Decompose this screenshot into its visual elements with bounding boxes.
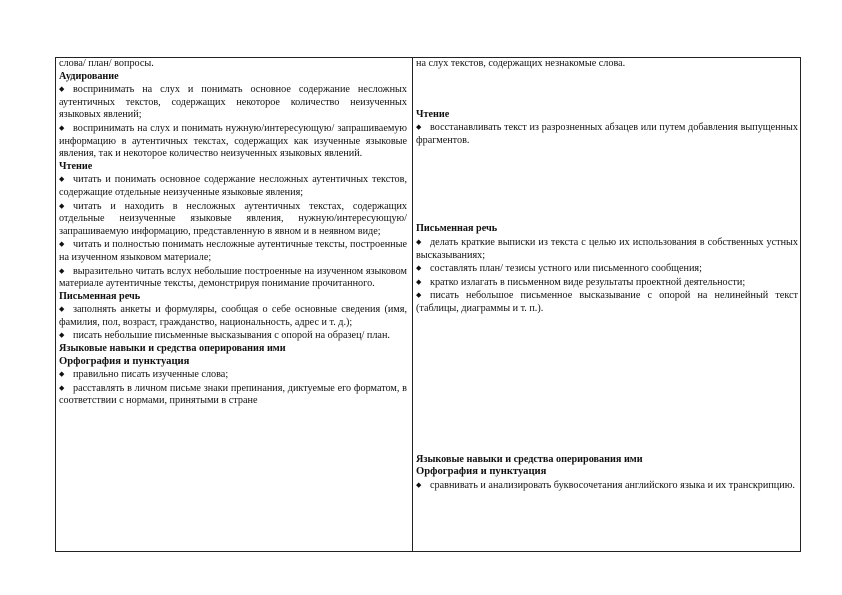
list-item: ◆ заполнять анкеты и формуляры, сообщая о себе основные сведения (имя, фамилия, пол, возраст, гражданство, национальность, адрес и т. д.);	[59, 304, 407, 328]
spacer	[416, 147, 798, 223]
list-item: ◆ делать краткие выписки из текста с целью их использования в собственных устных высказываниях;	[416, 236, 798, 261]
list-item: ◆ сравнивать и анализировать буквосочетания английского языка и их транскрипцию.	[416, 479, 795, 491]
list-item: ◆ писать небольшие письменные высказывания с опорой на образец/ план.	[59, 330, 390, 342]
bullet-icon: ◆	[416, 277, 422, 286]
list-item: ◆ кратко излагать в письменном виде результаты проектной деятельности;	[416, 276, 746, 288]
bullet-icon: ◆	[59, 201, 65, 210]
list-item: ◆ расставлять в личном письме знаки препинания, диктуемые его форматом, в соответствии с нормами, принятыми в стране	[59, 382, 407, 407]
spacer	[416, 316, 798, 454]
bullet-icon: ◆	[59, 305, 65, 314]
orthography-heading: Орфография и пунктуация	[59, 355, 190, 367]
list-item: ◆ читать и полностью понимать несложные аутентичные тексты, построенные на изученном языковом материале;	[59, 239, 407, 263]
bullet-icon: ◆	[59, 85, 65, 94]
right-column	[416, 58, 798, 551]
reading-heading: Чтение	[59, 160, 93, 172]
bullet-icon: ◆	[59, 266, 65, 275]
bullet-icon: ◆	[416, 123, 422, 132]
list-item: ◆ правильно писать изученные слова;	[59, 369, 229, 381]
bullet-icon: ◆	[59, 175, 65, 184]
listening-heading: Аудирование	[59, 70, 119, 82]
bullet-icon: ◆	[59, 331, 65, 340]
list-item: ◆ восстанавливать текст из разрозненных абзацев или путем добавления выпущенных фрагментов.	[416, 122, 798, 146]
bullet-icon: ◆	[416, 291, 422, 300]
list-item: ◆ писать небольшое письменное высказывание с опорой на нелинейный текст (таблицы, диаграммы и т. п.).	[416, 290, 798, 314]
column-divider	[412, 58, 413, 551]
right-lead-text: на слух текстов, содержащих незнакомые слова.	[416, 58, 626, 69]
list-item: ◆ выразительно читать вслух небольшие построенные на изученном языковом материале аутентичные тексты, демонстрируя понимание прочитанного.	[59, 265, 407, 290]
writing-heading: Письменная речь	[416, 223, 498, 235]
list-item: ◆ читать и понимать основное содержание несложных аутентичных текстов, содержащие отдельные неизученные языковые явления;	[59, 174, 407, 198]
orthography-heading: Орфография и пунктуация	[416, 466, 547, 478]
list-item: ◆ воспринимать на слух и понимать основное содержание несложных аутентичных текстов, содержащих некоторое количество неизученных языковых явлений;	[59, 84, 407, 121]
bullet-icon: ◆	[416, 480, 422, 489]
list-item: ◆ читать и находить в несложных аутентичных текстах, содержащих отдельные неизученные языковые явления, нужную/интересующую/ запрашиваемую информацию, представленную в явном и в неявном виде;	[59, 200, 407, 237]
bullet-icon: ◆	[59, 370, 65, 379]
reading-heading: Чтение	[416, 108, 450, 120]
bullet-icon: ◆	[416, 264, 422, 273]
list-item: ◆ воспринимать на слух и понимать нужную/интересующую/ запрашиваемую информацию в аутентичных текстах, содержащих как изученные языковые явления, так и некоторое количество неизученных языковых явлений.	[59, 122, 407, 160]
spacer	[416, 71, 798, 109]
bullet-icon: ◆	[59, 123, 65, 132]
list-item: ◆ составлять план/ тезисы устного или письменного сообщения;	[416, 263, 702, 275]
bullet-icon: ◆	[59, 240, 65, 249]
skills-heading: Языковые навыки и средства оперирования ими	[59, 343, 286, 355]
bullet-icon: ◆	[416, 237, 422, 246]
left-column	[59, 58, 407, 551]
left-lead-text: слова/ план/ вопросы.	[59, 58, 154, 69]
writing-heading: Письменная речь	[59, 290, 141, 302]
skills-heading: Языковые навыки и средства оперирования ими	[416, 453, 643, 465]
document-table	[55, 57, 801, 552]
bullet-icon: ◆	[59, 383, 65, 392]
